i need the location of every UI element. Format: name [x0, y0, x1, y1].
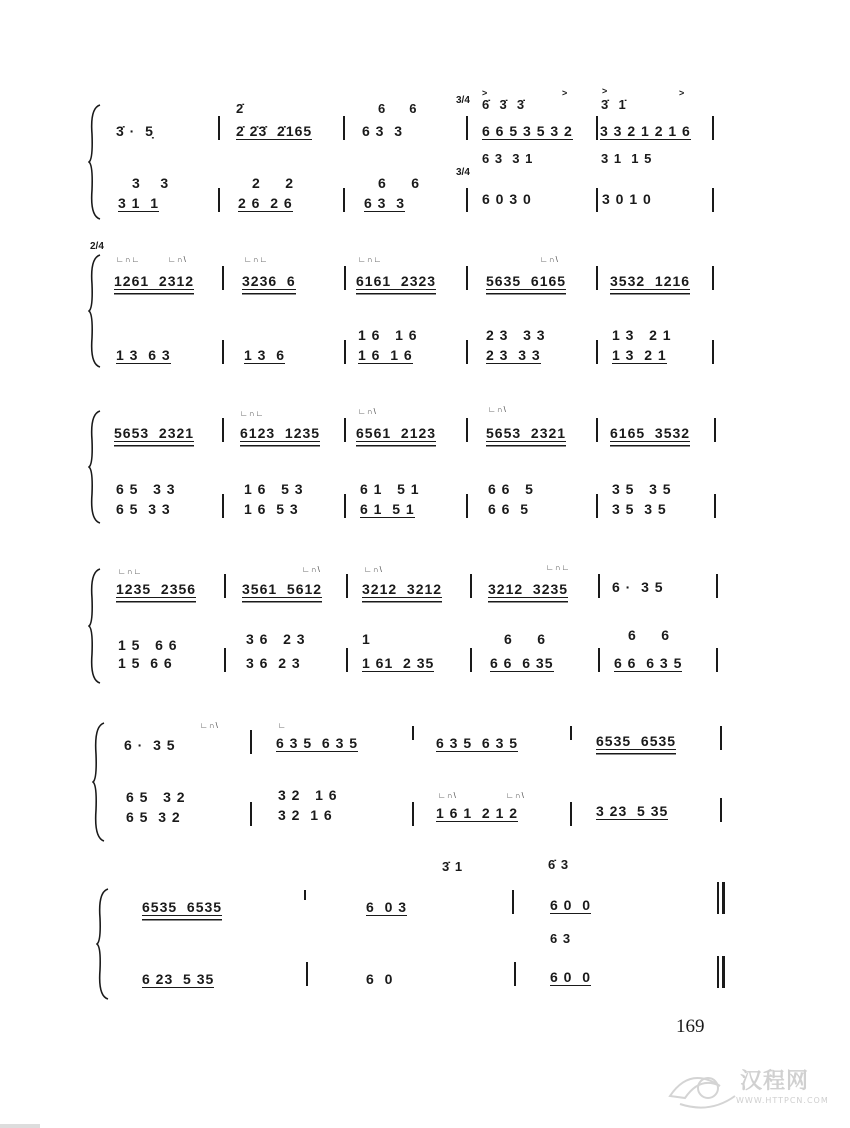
- barline: [470, 648, 472, 672]
- bowing-mark: ∟∩∟: [358, 255, 383, 264]
- system-1: [0, 80, 850, 230]
- barline: [412, 726, 414, 740]
- measure-upper: 3̇ · 5̣: [116, 123, 154, 139]
- barline: [222, 418, 224, 442]
- measure-lower-top: 6 6: [504, 631, 547, 647]
- measure-lower: 2 6 2 6: [238, 195, 293, 211]
- accent-mark: >: [482, 88, 489, 98]
- measure-upper-top: 3̇ 1: [442, 859, 464, 874]
- barline: [720, 726, 722, 750]
- barline: [343, 188, 345, 212]
- measure-lower-top: 6 1 5 1: [360, 481, 420, 497]
- measure-lower-top: 1 6 1 6: [358, 327, 418, 343]
- measure-upper: 6 3 5 6 3 5: [436, 735, 519, 751]
- measure-upper: 6 0 0: [550, 897, 592, 913]
- barline: [514, 962, 516, 986]
- system-brace: [88, 568, 102, 684]
- measure-lower-top: 2 2: [252, 175, 295, 191]
- measure-upper: 6535 6535: [142, 899, 223, 915]
- measure-upper-top: 2̇: [236, 101, 245, 116]
- barline: [346, 648, 348, 672]
- time-signature: 3/4: [456, 167, 470, 178]
- barline: [412, 802, 414, 826]
- measure-upper: 6 3 5 6 3 5: [276, 735, 359, 751]
- barline: [344, 266, 346, 290]
- bowing-mark: ∟∩∟: [116, 255, 141, 264]
- bowing-mark: ∟∩\: [168, 255, 187, 264]
- measure-lower: 1 5 6 6: [118, 655, 173, 671]
- barline: [218, 116, 220, 140]
- measure-upper: 1261 2312: [114, 273, 195, 289]
- measure-lower: 1 6 1 2 1 2: [436, 805, 519, 821]
- measure-upper: 3236 6: [242, 273, 296, 289]
- measure-lower: 2 3 3 3: [486, 347, 541, 363]
- barline: [712, 188, 714, 212]
- measure-upper: 1235 2356: [116, 581, 197, 597]
- barline: [218, 188, 220, 212]
- measure-upper: 3561 5612: [242, 581, 323, 597]
- barline: [222, 340, 224, 364]
- barline: [714, 418, 716, 442]
- measure-lower: 6 6 6 3 5: [614, 655, 683, 671]
- final-barline-thick: [722, 956, 725, 988]
- measure-lower-top: 1: [362, 631, 371, 647]
- measure-upper: 6 0 3: [366, 899, 408, 915]
- final-barline-thin: [717, 956, 719, 988]
- measure-lower-top: 6 3 3 1: [482, 151, 534, 166]
- measure-lower-top: 6 6: [378, 175, 421, 191]
- measure-lower-top: 1 6 5 3: [244, 481, 304, 497]
- barline: [304, 890, 306, 900]
- system-4: [0, 552, 850, 692]
- barline: [224, 648, 226, 672]
- measure-upper: 6 6 5 3 5 3 2: [482, 123, 573, 139]
- barline: [596, 494, 598, 518]
- barline: [222, 494, 224, 518]
- barline: [344, 418, 346, 442]
- system-brace: [88, 104, 102, 220]
- barline: [466, 116, 468, 140]
- measure-upper: 3212 3235: [488, 581, 569, 597]
- measure-upper: 6 3 3: [362, 123, 404, 139]
- barline: [714, 494, 716, 518]
- barline: [712, 340, 714, 364]
- barline: [596, 266, 598, 290]
- barline: [716, 648, 718, 672]
- measure-upper: 6 · 3 5: [124, 737, 176, 753]
- barline: [466, 266, 468, 290]
- measure-lower: 6 0 0: [550, 969, 592, 985]
- bowing-mark: ∟∩∟: [244, 255, 269, 264]
- bowing-mark: ∟∩\: [488, 405, 507, 414]
- barline: [596, 188, 598, 212]
- bowing-mark: ∟∩\: [364, 565, 383, 574]
- measure-lower-top: 1 3 2 1: [612, 327, 672, 343]
- measure-lower: 1 6 1 6: [358, 347, 413, 363]
- barline: [466, 188, 468, 212]
- measure-lower: 1 3 6 3: [116, 347, 171, 363]
- barline: [596, 116, 598, 140]
- barline: [466, 418, 468, 442]
- measure-lower: 3 1 1: [118, 195, 160, 211]
- barline: [466, 494, 468, 518]
- measure-upper-top: 6̇ 3̇ 3̇: [482, 97, 526, 112]
- barline: [512, 890, 514, 914]
- measure-lower-top: 6 5 3 2: [126, 789, 186, 805]
- measure-upper: 5653 2321: [486, 425, 567, 441]
- system-brace: [92, 722, 106, 842]
- watermark-text: 汉程网: [740, 1069, 810, 1094]
- measure-upper: 6561 2123: [356, 425, 437, 441]
- measure-upper: 6535 6535: [596, 733, 677, 749]
- measure-lower-top: 3 2 1 6: [278, 787, 338, 803]
- accent-mark: >: [602, 86, 609, 96]
- measure-lower-top: 3 6 2 3: [246, 631, 306, 647]
- measure-lower: 1 61 2 35: [362, 655, 435, 671]
- measure-lower: 6 5 3 2: [126, 809, 181, 825]
- system-6: [0, 852, 850, 1002]
- measure-lower-top: 6 6: [628, 627, 671, 643]
- bowing-mark: ∟∩\: [302, 565, 321, 574]
- measure-lower-top: 1 5 6 6: [118, 637, 178, 653]
- measure-lower: 3 5 3 5: [612, 501, 667, 517]
- barline: [598, 574, 600, 598]
- measure-lower-top: 3 1 1 5: [601, 151, 653, 166]
- measure-upper: 5653 2321: [114, 425, 195, 441]
- final-barline-thick: [722, 882, 725, 914]
- time-signature: 2/4: [90, 241, 104, 252]
- bowing-mark: ∟∩∟: [240, 409, 265, 418]
- measure-lower: 3 23 5 35: [596, 803, 669, 819]
- barline: [596, 418, 598, 442]
- barline: [712, 116, 714, 140]
- bowing-mark: ∟: [278, 721, 287, 730]
- measure-upper: 3 3 2 1 2 1 6: [600, 123, 691, 139]
- bowing-mark: ∟∩\: [438, 791, 457, 800]
- measure-lower: 6 6 6 35: [490, 655, 554, 671]
- page-number: 169: [676, 1016, 705, 1037]
- barline: [250, 802, 252, 826]
- measure-lower-top: 2 3 3 3: [486, 327, 546, 343]
- measure-upper: 6165 3532: [610, 425, 691, 441]
- barline: [224, 574, 226, 598]
- barline: [222, 266, 224, 290]
- bowing-mark: ∟∩\: [200, 721, 219, 730]
- barline: [306, 962, 308, 986]
- measure-lower: 3 2 1 6: [278, 807, 333, 823]
- system-5: [0, 712, 850, 852]
- scan-edge: [0, 1124, 40, 1128]
- final-barline-thin: [717, 882, 719, 914]
- system-brace: [88, 410, 102, 524]
- bowing-mark: ∟∩∟: [546, 563, 571, 572]
- measure-upper-top: 6̇ 3: [548, 857, 570, 872]
- measure-lower: 1 6 5 3: [244, 501, 299, 517]
- measure-upper-top: 6 6: [378, 101, 418, 116]
- barline: [720, 798, 722, 822]
- measure-upper: 3212 3212: [362, 581, 443, 597]
- measure-lower-top: 6 6 5: [488, 481, 534, 497]
- bowing-mark: ∟∩\: [540, 255, 559, 264]
- time-signature: 3/4: [456, 95, 470, 106]
- measure-lower: 6 23 5 35: [142, 971, 215, 987]
- measure-upper: 3532 1216: [610, 273, 691, 289]
- measure-upper: 6 · 3 5: [612, 579, 664, 595]
- system-2: [0, 236, 850, 376]
- barline: [344, 340, 346, 364]
- barline: [716, 574, 718, 598]
- measure-lower: 6 6 5: [488, 501, 530, 517]
- accent-mark: >: [562, 88, 569, 98]
- measure-lower: 6 0 3 0: [482, 191, 532, 207]
- barline: [344, 494, 346, 518]
- barline: [466, 340, 468, 364]
- measure-upper: 5635 6165: [486, 273, 567, 289]
- measure-lower: 6 3 3: [364, 195, 406, 211]
- measure-lower: 6 5 3 3: [116, 501, 171, 517]
- barline: [250, 730, 252, 754]
- system-brace: [88, 254, 102, 368]
- barline: [346, 574, 348, 598]
- barline: [570, 726, 572, 740]
- measure-upper-top: 3̇ 1̇: [601, 97, 627, 112]
- measure-lower: 1 3 2 1: [612, 347, 667, 363]
- barline: [343, 116, 345, 140]
- barline: [470, 574, 472, 598]
- measure-upper: 6123 1235: [240, 425, 321, 441]
- system-brace: [96, 888, 110, 1000]
- measure-lower-top: 6 5 3 3: [116, 481, 176, 497]
- bowing-mark: ∟∩∟: [118, 567, 143, 576]
- measure-upper: 6161 2323: [356, 273, 437, 289]
- bowing-mark: ∟∩\: [358, 407, 377, 416]
- bowing-mark: ∟∩\: [506, 791, 525, 800]
- system-3: [0, 392, 850, 532]
- measure-upper: 2̇ 2̇3̇ 2̇165: [236, 123, 313, 139]
- barline: [596, 340, 598, 364]
- measure-lower-top: 6 3: [550, 931, 572, 946]
- measure-lower: 1 3 6: [244, 347, 286, 363]
- watermark-url: WWW.HTTPCN.COM: [736, 1096, 829, 1105]
- measure-lower-top: 3 3: [132, 175, 170, 191]
- barline: [598, 648, 600, 672]
- measure-lower: 6 1 5 1: [360, 501, 415, 517]
- measure-lower-top: 3 5 3 5: [612, 481, 672, 497]
- measure-lower: 3 0 1 0: [602, 191, 652, 207]
- accent-mark: >: [679, 88, 686, 98]
- measure-lower: 3 6 2 3: [246, 655, 301, 671]
- measure-lower: 6 0: [366, 971, 394, 987]
- barline: [712, 266, 714, 290]
- barline: [570, 802, 572, 826]
